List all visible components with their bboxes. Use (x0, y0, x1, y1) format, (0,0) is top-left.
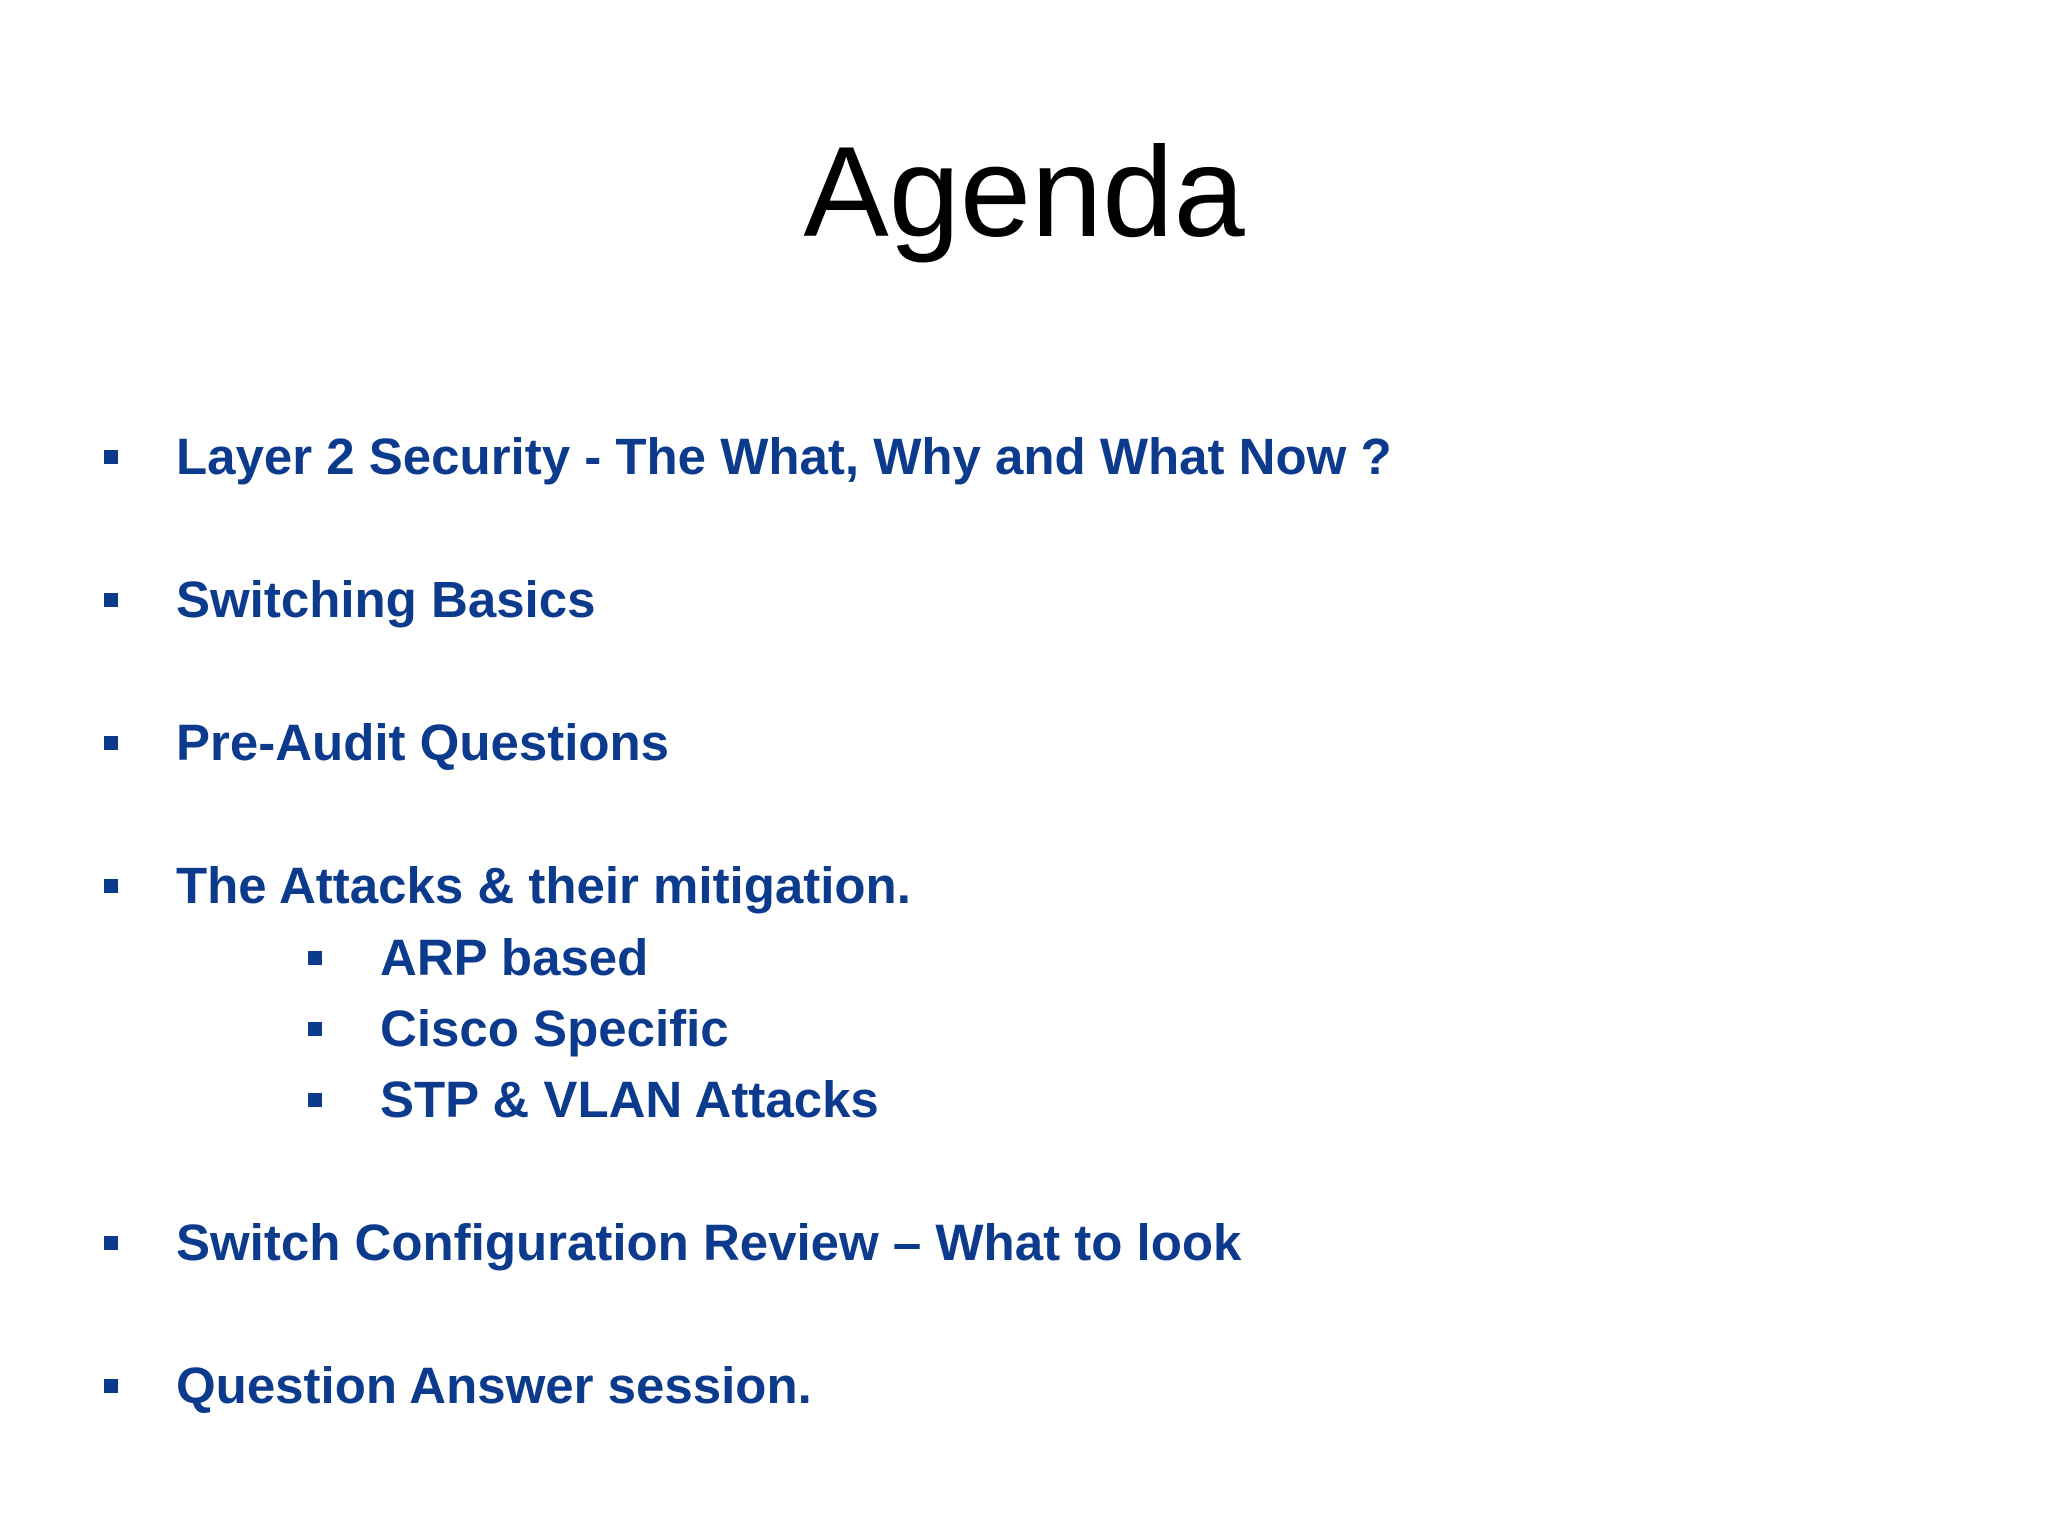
agenda-item-pre-audit-questions: Pre-Audit Questions (176, 713, 670, 771)
bullet-square-icon (308, 1093, 322, 1107)
agenda-item-attacks-mitigation: The Attacks & their mitigation. (176, 856, 911, 914)
agenda-item-question-answer: Question Answer session. (176, 1356, 812, 1414)
agenda-item-switching-basics: Switching Basics (176, 570, 596, 628)
bullet-square-icon (104, 736, 118, 750)
bullet-square-icon (308, 951, 322, 965)
slide-title: Agenda (803, 121, 1245, 264)
bullet-square-icon (104, 1379, 118, 1393)
bullet-square-icon (104, 1236, 118, 1250)
agenda-item-switch-config-review: Switch Configuration Review – What to look (176, 1213, 1242, 1271)
agenda-subitem-cisco-specific: Cisco Specific (380, 999, 729, 1057)
bullet-square-icon (104, 593, 118, 607)
bullet-square-icon (104, 450, 118, 464)
agenda-subitem-stp-vlan-attacks: STP & VLAN Attacks (380, 1070, 879, 1128)
bullet-square-icon (104, 879, 118, 893)
agenda-item-layer2-security: Layer 2 Security - The What, Why and What Now ? (176, 427, 1392, 485)
agenda-subitem-arp-based: ARP based (380, 928, 649, 986)
bullet-square-icon (308, 1022, 322, 1036)
